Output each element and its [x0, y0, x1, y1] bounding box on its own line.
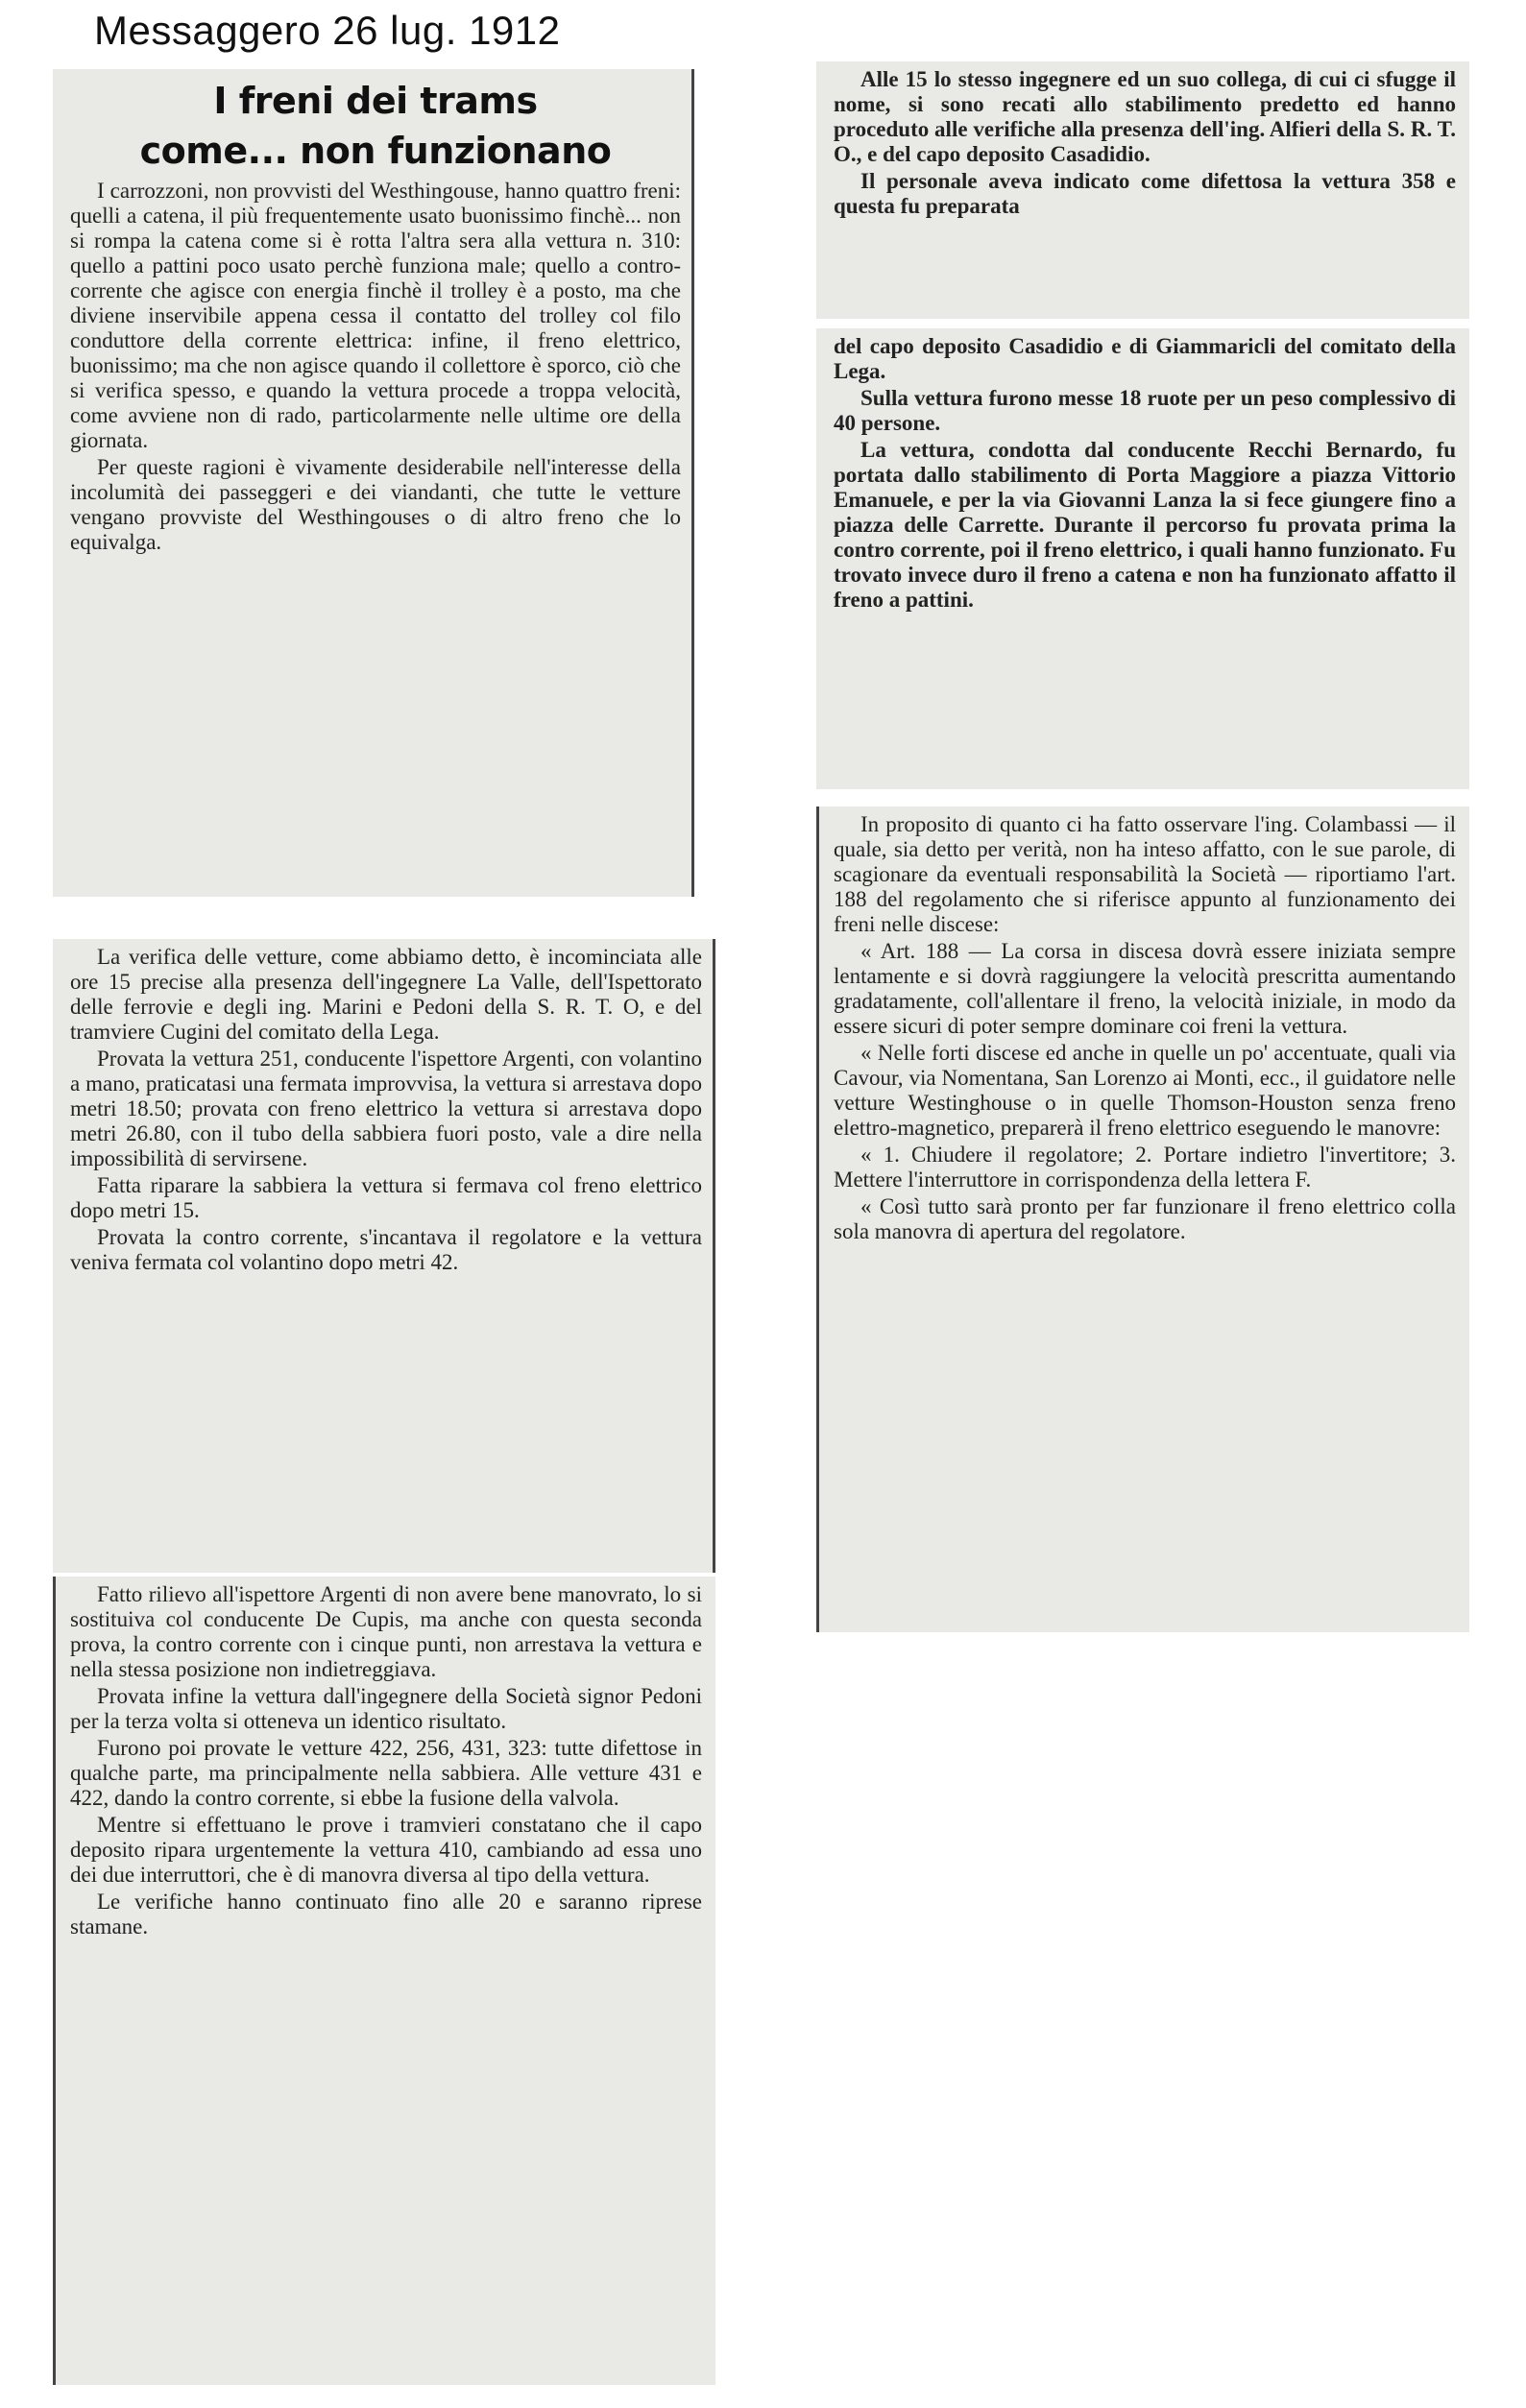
paragraph: In proposito di quanto ci ha fatto osservare l'ing. Colambassi — il quale, sia detto per verità, non ha inteso affatto, con le sue parole, di scagionare da eventuali responsabilità la Società — riportiamo l'art. 188 del regolamento che si riferisce appunto al funzionamento dei freni nelle discese: — [834, 812, 1456, 936]
paragraph: Fatta riparare la sabbiera la vettura si fermava col freno elettrico dopo metri 15. — [70, 1173, 702, 1222]
article-clipping-2 — [816, 61, 1469, 319]
paragraph: Provata la vettura 251, conducente l'ispettore Argenti, con volantino a mano, praticatasi una fermata improvvisa, la vettura si arrestava dopo metri 18.50; provata con freno elettrico la vettura si arrestava dopo metri 26.80, con il tubo della sabbiera fuori posto, vale a dire nella impossibilità di servirsene. — [70, 1047, 702, 1170]
paragraph: Per queste ragioni è vivamente desiderabile nell'interesse della incolumità dei passeggeri e dei viandanti, che tutte le vetture vengano provviste del Westhingouses o di altro freno che lo equivalga. — [70, 455, 681, 554]
article-clipping-3 — [816, 328, 1469, 789]
paragraph: « Così tutto sarà pronto per far funzionare il freno elettrico colla sola manovra di apertura del regolatore. — [834, 1194, 1456, 1243]
paragraph: Fatto rilievo all'ispettore Argenti di non avere bene manovrato, lo si sostituiva col conducente De Cupis, ma anche con questa seconda prova, la contro corrente con i cinque punti, non arrestava la vettura e nella stessa posizione non indietreggiava. — [70, 1582, 702, 1681]
paragraph: « Art. 188 — La corsa in discesa dovrà essere iniziata sempre lentamente e si dovrà raggiungere la velocità prescritta aumentando gradatamente, coll'allentare il freno, la velocità iniziale, in modo da essere sicuri di poter sempre dominare coi freni la vettura. — [834, 939, 1456, 1038]
paragraph: Sulla vettura furono messe 18 ruote per un peso complessivo di 40 persone. — [834, 386, 1456, 435]
paragraph: Provata infine la vettura dall'ingegnere della Società signor Pedoni per la terza volta si otteneva un identico risultato. — [70, 1684, 702, 1733]
article-headline: I freni dei trams — [213, 80, 538, 122]
paragraph: La verifica delle vetture, come abbiamo detto, è incominciata alle ore 15 precise alla presenza dell'ingegnere La Valle, dell'Ispettorato delle ferrovie e degli ing. Marini e Pedoni della S. R. T. O, e del tramviere Cugini del comitato della Lega. — [70, 945, 702, 1044]
paragraph: Provata la contro corrente, s'incantava il regolatore e la vettura veniva fermata col volantino dopo metri 42. — [70, 1225, 702, 1274]
paragraph: « Nelle forti discese ed anche in quelle un po' accentuate, quali via Cavour, via Nomentana, San Lorenzo ai Monti, ecc., il guidatore nelle vetture Westinghouse o in quelle Thomson-Houston senza freno elettro-magnetico, preparerà il freno elettrico eseguendo le manovre: — [834, 1041, 1456, 1140]
article-clipping-4 — [53, 939, 715, 1573]
paragraph: Le verifiche hanno continuato fino alle 20 e saranno riprese stamane. — [70, 1890, 702, 1938]
paragraph: Il personale aveva indicato come difettosa la vettura 358 e questa fu preparata — [834, 169, 1456, 218]
column-rule — [713, 939, 715, 1573]
paragraph: Furono poi provate le vetture 422, 256, 431, 323: tutte difettose in qualche parte, ma principalmente nella sabbiera. Alle vetture 431 e 422, dando la contro corrente, si ebbe la fusione della valvola. — [70, 1736, 702, 1810]
paragraph: La vettura, condotta dal conducente Recchi Bernardo, fu portata dallo stabilimento di Porta Maggiore a piazza Vittorio Emanuele, e per la via Giovanni Lanza la si fece giungere fino a piazza delle Carrette. Durante il percorso fu provata prima la contro corrente, poi il freno elettrico, i quali hanno funzionato. Fu trovato invece duro il freno a catena e non ha funzionato affatto il freno a pattini. — [834, 438, 1456, 612]
paragraph: I carrozzoni, non provvisti del Westhingouse, hanno quattro freni: quelli a catena, il più frequentemente usato buonissimo finchè... non si rompa la catena come si è rotta l'altra sera alla vettura n. 310: quello a pattini poco usato perchè funziona male; quello a contro-corrente che agisce con energia finchè il trolley è a posto, ma che diviene inservibile appena cessa il contatto del trolley col filo conduttore della corrente elettrica: infine, il freno elettrico, buonissimo; ma che non agisce quando il collettore è sporco, ciò che si verifica spesso, e quando la vettura procede a troppa velocità, come avviene non di rado, particolarmente nelle ultime ore della giornata. — [70, 179, 681, 452]
page-caption: Messaggero 26 lug. 1912 — [94, 8, 561, 53]
paragraph: del capo deposito Casadidio e di Giammaricli del comitato della Lega. — [834, 334, 1456, 383]
column-rule — [816, 807, 819, 1632]
paragraph: Mentre si effettuano le prove i tramvieri constatano che il capo deposito ripara urgentemente la vettura 410, cambiando ad essa uno dei due interruttori, che è di manovra diversa al tipo della vettura. — [70, 1813, 702, 1887]
article-clipping-6 — [816, 807, 1469, 1632]
article-subheadline: come... non funzionano — [139, 130, 612, 172]
article-clipping-1 — [53, 69, 694, 897]
column-rule — [691, 69, 694, 897]
paragraph: Alle 15 lo stesso ingegnere ed un suo collega, di cui ci sfugge il nome, si sono recati allo stabilimento predetto ed hanno proceduto alle verifiche alla presenza dell'ing. Alfieri della S. R. T. O., e del capo deposito Casadidio. — [834, 67, 1456, 166]
article-clipping-5 — [53, 1577, 715, 2385]
paragraph: « 1. Chiudere il regolatore; 2. Portare indietro l'invertitore; 3. Mettere l'interruttore in corrispondenza della lettera F. — [834, 1143, 1456, 1192]
column-rule — [53, 1577, 56, 2385]
